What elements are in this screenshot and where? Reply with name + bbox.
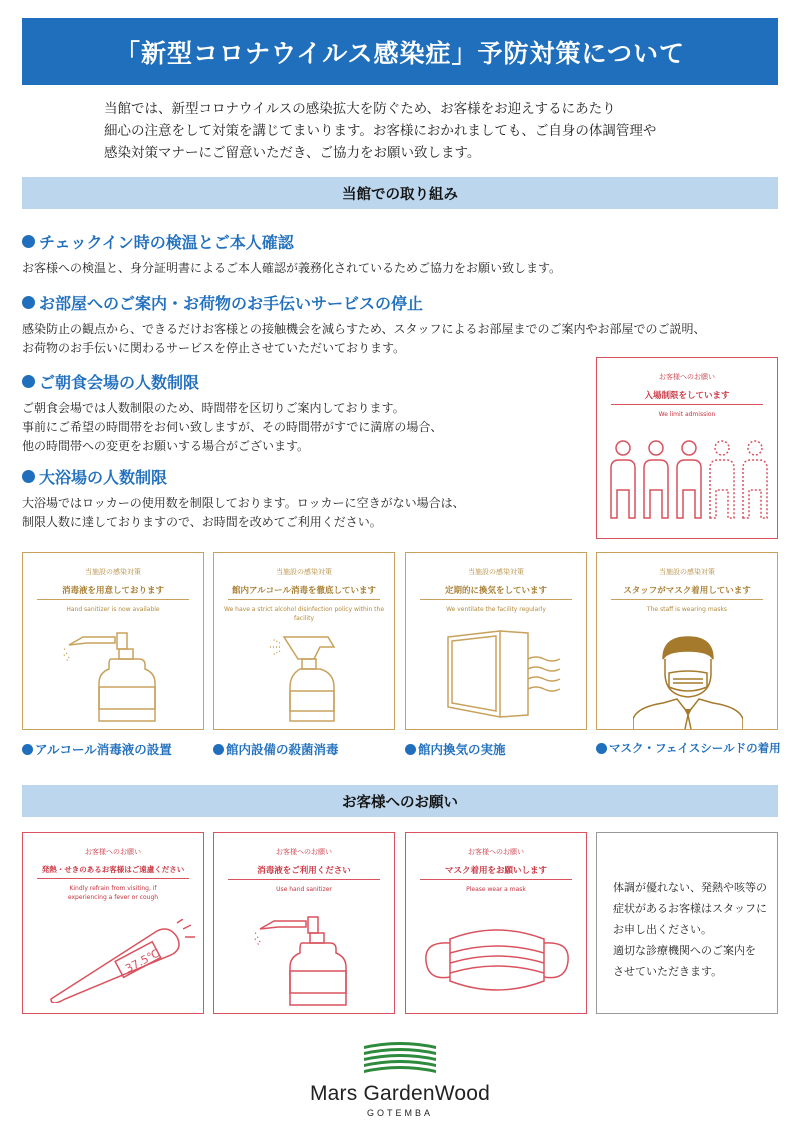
card-top-label: お客様へのお願い xyxy=(468,848,524,856)
measure-text: お荷物のお手伝いに関わるサービスを停止させていただいております。 xyxy=(22,341,406,355)
measure-text: ご朝食会場では人数制限のため、時間帯を区切りご案内しております。 xyxy=(22,401,405,415)
card-subtitle: Please wear a mask xyxy=(466,886,526,893)
sanitizer-card xyxy=(22,552,204,730)
card-subtitle: We limit admission xyxy=(658,411,716,418)
mask-icon xyxy=(420,919,574,1003)
window-ventilation-icon xyxy=(436,629,566,721)
intro-line: 当館では、新型コロナウイルスの感染拡大を防ぐため、お客様をお迎えするにあたり xyxy=(104,101,616,117)
disinfection-card xyxy=(213,552,395,730)
bullet-icon xyxy=(22,744,33,755)
caption-text: マスク・フェイスシールドの着用 xyxy=(609,741,781,755)
brand-logo xyxy=(300,1040,500,1118)
intro-text xyxy=(104,98,744,164)
fever-card xyxy=(22,832,204,1014)
card-heading: 館内アルコール消毒を徹底しています xyxy=(228,584,379,600)
card-heading: 発熱・せきのあるお客様はご遠慮ください xyxy=(37,864,188,879)
card-top-label: お客様へのお願い xyxy=(85,848,141,856)
caption-text: アルコール消毒液の設置 xyxy=(35,742,172,757)
thermometer-reading: 37.5℃ xyxy=(123,946,162,976)
measure-title: 大浴場の人数制限 xyxy=(39,468,168,487)
notice-line: 適切な診療機関へのご案内を xyxy=(613,944,756,957)
caption-disinfection xyxy=(213,740,339,758)
notice-line: させていただきます。 xyxy=(613,965,723,978)
ventilation-card xyxy=(405,552,587,730)
measure-title: チェックイン時の検温とご本人確認 xyxy=(39,233,294,252)
card-subtitle: We ventilate the facility regularly xyxy=(446,606,546,613)
card-top-label: 当施設の感染対策 xyxy=(276,568,332,576)
card-heading: 消毒液をご利用ください xyxy=(228,864,379,880)
card-top-label: お客様へのお願い xyxy=(276,848,332,856)
caption-text: 館内設備の殺菌消毒 xyxy=(226,742,339,757)
logo-location: GOTEMBA xyxy=(366,1108,433,1118)
measure-text: 事前にご希望の時間帯をお伺い致しますが、その時間帯がすでに満席の場合、 xyxy=(22,420,443,434)
measure-text: 制限人数に達しておりますので、お時間を改めてご利用ください。 xyxy=(22,515,382,529)
notice-line: 症状があるお客様はスタッフに xyxy=(613,902,767,915)
measure-checkin xyxy=(22,230,561,278)
notice-line: 体調が優れない、発熱や咳等の xyxy=(613,881,767,894)
caption-ventilation xyxy=(405,740,506,758)
card-subtitle: Hand sanitizer is now available xyxy=(66,606,160,613)
logo-name: Mars GardenWood xyxy=(309,1082,491,1105)
bullet-icon xyxy=(596,743,607,754)
card-top-label: 当施設の感染対策 xyxy=(659,568,715,576)
intro-line: 細心の注意をして対策を講じてまいります。お客様におかれましても、ご自身の体調管理や xyxy=(104,123,657,139)
wear-mask-card xyxy=(405,832,587,1014)
card-subtitle: The staff is wearing masks xyxy=(646,606,728,613)
caption-alcohol xyxy=(22,740,172,758)
spray-bottle-icon xyxy=(254,633,364,725)
bullet-icon xyxy=(22,470,35,483)
measure-breakfast xyxy=(22,370,442,456)
section-heading-measures: 当館での取り組み xyxy=(22,177,778,209)
card-heading: スタッフがマスク着用しています xyxy=(611,584,762,600)
card-heading: 消毒液を用意しております xyxy=(37,584,188,600)
section-heading-requests: お客様へのお願い xyxy=(22,785,778,817)
card-heading: 入場制限をしています xyxy=(611,389,762,405)
people-limit-icon xyxy=(607,438,769,524)
thermometer-icon xyxy=(37,919,197,1003)
notice-line: お申し出ください。 xyxy=(613,923,712,936)
card-heading: マスク着用をお願いします xyxy=(420,864,571,880)
page-title: 「新型コロナウイルス感染症」予防対策について xyxy=(22,18,778,85)
sanitizer-pump-icon xyxy=(254,913,364,1009)
sanitizer-pump-icon xyxy=(63,629,173,725)
measure-text: 他の時間帯への変更をお願いする場合がございます。 xyxy=(22,439,310,453)
masked-staff-icon xyxy=(633,633,743,729)
hand-sanitizer-card xyxy=(213,832,395,1014)
bullet-icon xyxy=(22,235,35,248)
measure-text: 感染防止の観点から、できるだけお客様との接触機会を減らすため、スタッフによるお部屋までのご案内やお部屋でのご説明、 xyxy=(22,322,706,336)
bullet-icon xyxy=(22,375,35,388)
bullet-icon xyxy=(213,744,224,755)
health-notice xyxy=(596,832,778,1014)
bullet-icon xyxy=(405,744,416,755)
card-subtitle: Use hand sanitizer xyxy=(276,886,332,893)
measure-room-service xyxy=(22,291,706,358)
card-subtitle: We have a strict alcohol disinfection policy within the facility xyxy=(223,606,385,622)
card-subtitle: Kindly refrain from visiting, if experiencing a fever or cough xyxy=(67,885,159,901)
bullet-icon xyxy=(22,296,35,309)
measure-title: ご朝食会場の人数制限 xyxy=(39,373,200,392)
card-top-label: 当施設の感染対策 xyxy=(468,568,524,576)
intro-line: 感染対策マナーにご留意いただき、ご協力をお願い致します。 xyxy=(104,145,481,161)
garden-stripes-logo-icon xyxy=(364,1040,436,1074)
caption-text: 館内換気の実施 xyxy=(418,742,506,757)
measure-title: お部屋へのご案内・お荷物のお手伝いサービスの停止 xyxy=(39,294,424,313)
measure-bath xyxy=(22,465,465,532)
card-heading: 定期的に換気をしています xyxy=(420,584,571,600)
measure-text: 大浴場ではロッカーの使用数を制限しております。ロッカーに空きがない場合は、 xyxy=(22,496,465,510)
caption-mask xyxy=(596,740,781,756)
measure-text: お客様への検温と、身分証明書によるご本人確認が義務化されているためご協力をお願い致します。 xyxy=(22,261,562,275)
admission-limit-card xyxy=(596,357,778,539)
staff-mask-card xyxy=(596,552,778,730)
card-top-label: お客様へのお願い xyxy=(659,373,715,381)
card-top-label: 当施設の感染対策 xyxy=(85,568,141,576)
